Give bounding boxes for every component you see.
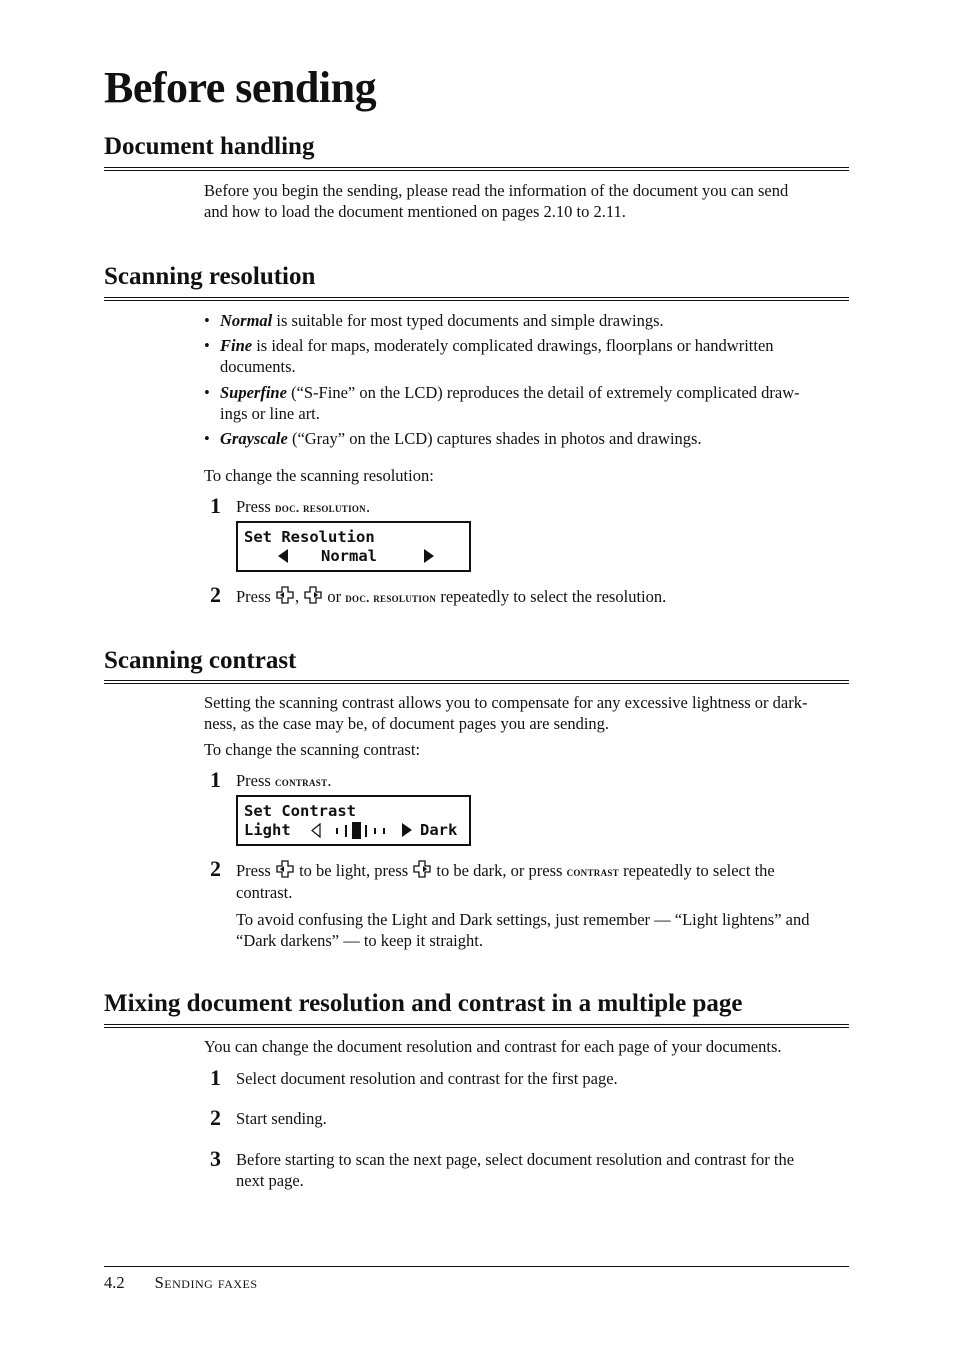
step-number: 3 <box>210 1146 221 1171</box>
mixing-intro: You can change the document resolution and contrast for each page of your documents. <box>204 1037 782 1056</box>
nav-right-key-icon <box>412 859 432 879</box>
lcd-display-contrast <box>236 795 471 846</box>
contrast-step-1: Press contrast. <box>236 771 332 790</box>
document-handling-text: Before you begin the sending, please read the information of the document you can send and how to load the document mentioned on pages 2.10 to 2.11. <box>204 181 789 221</box>
lcd-line-1: Set Contrast <box>244 802 356 820</box>
contrast-intro: To change the scanning contrast: <box>204 740 421 759</box>
bullet-superfine: • Superfine (“S-Fine” on the LCD) reproduces the detail of extremely complicated draw- ings or line art. <box>204 383 800 423</box>
footer-rule <box>104 1266 849 1267</box>
page-number: 4.2 <box>104 1273 125 1292</box>
key-contrast: contrast <box>566 864 619 879</box>
lcd-left-open-arrow-icon <box>310 823 322 838</box>
key-contrast: contrast <box>274 774 328 789</box>
nav-right-key-icon <box>303 585 323 605</box>
contrast-level-bar <box>334 822 390 839</box>
lcd-display-resolution <box>236 521 471 572</box>
contrast-text: Setting the scanning contrast allows you to compensate for any excessive lightness or dark- ness, as the case may be, of document pages you are sending. <box>204 693 808 733</box>
section-rule <box>104 297 849 301</box>
step-number: 1 <box>210 493 221 518</box>
section-heading-scanning-contrast: Scanning contrast <box>104 647 297 674</box>
lcd-right-arrow-icon <box>424 549 434 563</box>
nav-left-key-icon <box>275 585 295 605</box>
mixing-step-3: Before starting to scan the next page, select document resolution and contrast for the next page. <box>236 1150 795 1190</box>
step-number: 1 <box>210 1065 221 1090</box>
step-number: 2 <box>210 1105 221 1130</box>
page-footer <box>104 1273 258 1293</box>
lcd-dark-label: Dark <box>420 821 458 839</box>
bullet-normal: • Normal is suitable for most typed documents and simple drawings. <box>204 311 664 330</box>
step-number: 2 <box>210 856 221 881</box>
lcd-line-1: Set Resolution <box>244 528 375 546</box>
nav-left-key-icon <box>275 859 295 879</box>
section-heading-scanning-resolution: Scanning resolution <box>104 263 316 290</box>
key-doc-resolution: doc. resolution <box>345 590 437 605</box>
section-heading-mixing: Mixing document resolution and contrast in a multiple page <box>104 990 743 1017</box>
lcd-right-arrow-icon <box>402 823 412 837</box>
resolution-intro: To change the scanning resolution: <box>204 466 434 485</box>
lcd-line-2: Normal <box>321 547 377 565</box>
bullet-fine: • Fine is ideal for maps, moderately complicated drawings, floorplans or handwritten documents. <box>204 336 774 376</box>
bullet-grayscale: • Grayscale (“Gray” on the LCD) captures shades in photos and drawings. <box>204 429 702 448</box>
resolution-step-1: Press doc. resolution. <box>236 497 371 516</box>
footer-section-title: Sending faxes <box>154 1273 258 1292</box>
contrast-step-2: Press to be light, press to be dark, or press contrast repeatedly to select the contrast. <box>236 861 775 902</box>
section-rule <box>104 167 849 171</box>
section-heading-document-handling: Document handling <box>104 133 315 160</box>
section-rule <box>104 1024 849 1028</box>
key-doc-resolution: doc. resolution <box>274 500 366 515</box>
resolution-step-2: Press , or doc. resolution repeatedly to select the resolution. <box>236 587 667 606</box>
page-title: Before sending <box>104 63 377 112</box>
lcd-left-arrow-icon <box>278 549 288 563</box>
mixing-step-1: Select document resolution and contrast for the first page. <box>236 1069 618 1088</box>
section-rule <box>104 680 849 684</box>
step-number: 2 <box>210 582 221 607</box>
lcd-light-label: Light <box>244 821 291 839</box>
step-number: 1 <box>210 767 221 792</box>
mixing-step-2: Start sending. <box>236 1109 327 1128</box>
contrast-note: To avoid confusing the Light and Dark settings, just remember — “Light lightens” and “Dark darkens” — to keep it straight. <box>236 910 810 950</box>
